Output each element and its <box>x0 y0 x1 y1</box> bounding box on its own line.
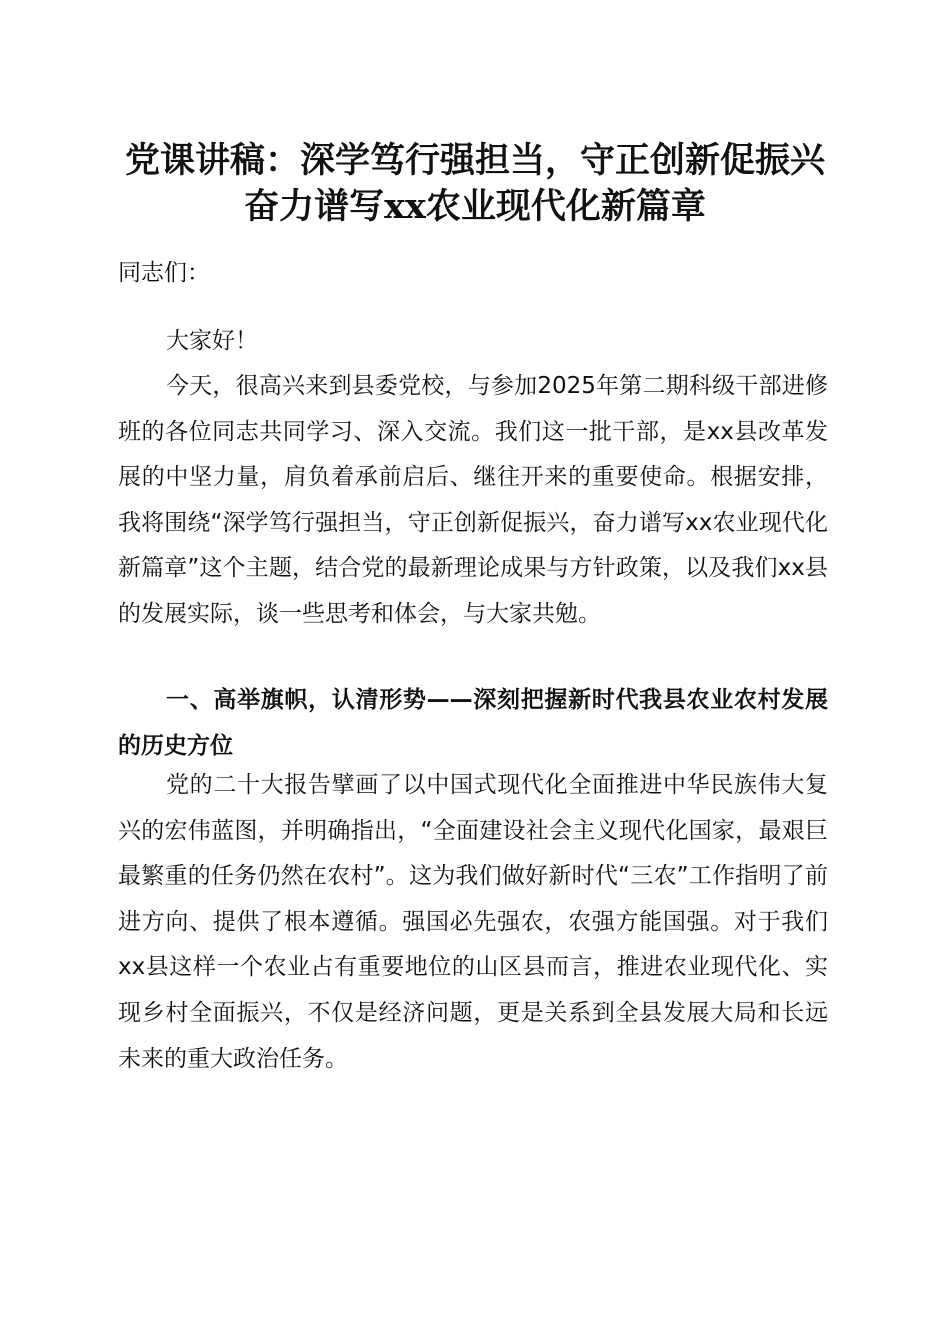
section-1-paragraph: 党的二十大报告擘画了以中国式现代化全面推进中华民族伟大复兴的宏伟蓝图，并明确指出，“全面建设社会主义现代化国家，最艰巨最繁重的任务仍然在农村”。这为我们做好新时代“三农”工作指明了前进方向、提供了根本遵循。强国必先强农，农强方能国强。对于我们xx县这样一个农业占有重要地位的山区县而言，推进农业现代化、实现乡村全面振兴，不仅是经济问题，更是关系到全县发展大局和长远未来的重大政治任务。 <box>118 772 828 1072</box>
section-heading-1: 一、高举旗帜，认清形势——深刻把握新时代我县农业农村发展的历史方位 <box>118 687 828 759</box>
document-title-line-2: 奋力谱写xx农业现代化新篇章 <box>244 186 706 227</box>
opening-salutation: 大家好！ <box>166 328 258 354</box>
document-title-line-1: 党课讲稿：深学笃行强担当，守正创新促振兴 <box>124 140 825 181</box>
intro-paragraph: 今天，很高兴来到县委党校，与参加2025年第二期科级干部进修班的各位同志共同学习、深入交流。我们这一批干部，是xx县改革发展的中坚力量，肩负着承前启后、继往开来的重要使命。根据安排，我将围绕“深学笃行强担当，守正创新促振兴，奋力谱写xx农业现代化新篇章”这个主题，结合党的最新理论成果与方针政策，以及我们xx县的发展实际，谈一些思考和体会，与大家共勉。 <box>118 373 828 627</box>
greeting: 同志们： <box>118 260 210 286</box>
